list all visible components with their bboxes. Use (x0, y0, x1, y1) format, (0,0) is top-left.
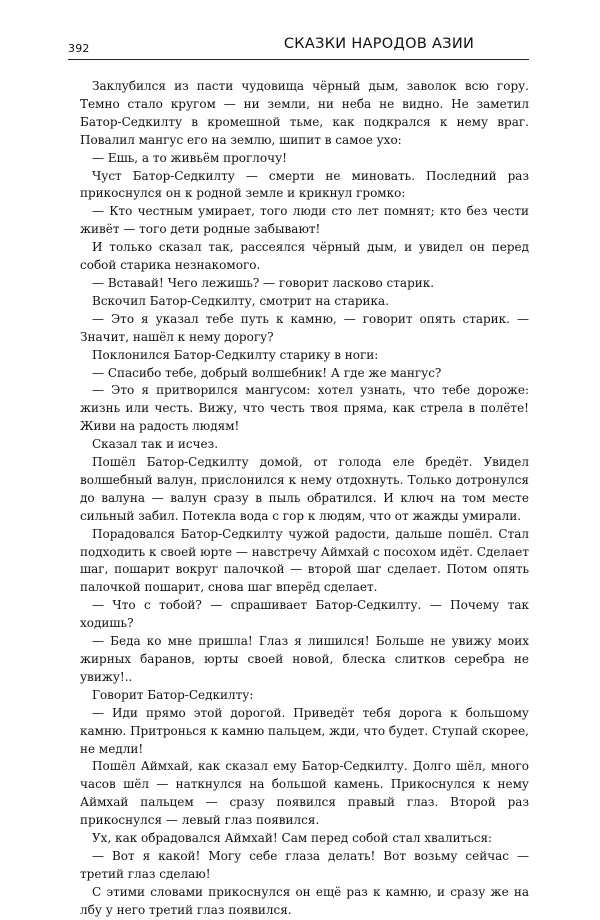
page-number: 392 (68, 42, 90, 55)
paragraph: Пошёл Батор-Седкилту домой, от голода еле бредёт. Увидел волшебный валун, прислонился к нему отдохнуть. Только дотронулся до валуна — валун сразу в пыль обратился. И ключ на том месте сильный забил. Потекла вода с гор к людям, что от жажды умирали. (80, 455, 529, 523)
paragraph: — Вот я какой! Могу себе глаза делать! Вот возьму сейчас — третий глаз сделаю! (80, 848, 529, 881)
paragraph: Заклубился из пасти чудовища чёрный дым, заволок всю гору. Темно стало кругом — ни земли, ни неба не видно. Не заметил Батор-Седкилту в кромешной тьме, как подкрался к нему враг. Повалил мангус его на землю, шипит в самое ухо: (80, 79, 529, 147)
paragraph: И только сказал так, рассеялся чёрный дым, и увидел он перед собой старика незнакомого. (80, 240, 529, 273)
paragraph: — Беда ко мне пришла! Глаз я лишился! Больше не увижу моих жирных баранов, юрты своей новой, блеска слитков серебра не увижу!.. (80, 634, 529, 684)
paragraph: Ух, как обрадовался Аймхай! Сам перед собой стал хвалиться: (92, 831, 493, 846)
running-title: СКАЗКИ НАРОДОВ АЗИИ (283, 36, 475, 52)
paragraph: Чуст Батор-Седкилту — смерти не миновать. Последний раз прикоснулся он к родной земле и крикнул громко: (80, 168, 529, 201)
paragraph: С этими словами прикоснулся он ещё раз к камню, и сразу же на лбу у него третий глаз появился. (80, 884, 529, 917)
paragraph: Пошёл Аймхай, как сказал ему Батор-Седкилту. Долго шёл, много часов шёл — наткнулся на большой камень. Прикоснулся к нему Аймхай пальцем — сразу появился правый глаз. Второй раз прикоснулся — левый глаз появился. (80, 759, 529, 828)
paragraph: Говорит Батор-Седкилту: (92, 687, 254, 702)
paragraph: Сказал так и исчез. (92, 437, 219, 452)
paragraph: — Это я притворился мангусом: хотел узнать, что тебе дороже: жизнь или честь. Вижу, что честь твоя пряма, как стрела в полёте! Живи на радость людям! (80, 383, 529, 434)
body-text (80, 78, 529, 920)
paragraph: Вскочил Батор-Седкилту, смотрит на старика. (92, 293, 390, 308)
paragraph: — Вставай! Чего лежишь? — говорит ласково старик. (92, 275, 435, 290)
page-header (68, 36, 529, 58)
paragraph: Порадовался Батор-Седкилту чужой радости, дальше пошёл. Стал подходить к своей юрте — навстречу Аймхай с посохом идёт. Сделает шаг, пошарит вокруг палочкой — второй шаг сделает. Потом опять палочкой пошарит, снова шаг вперёд сделает. (80, 526, 529, 595)
paragraph: — Кто честным умирает, того люди сто лет помнят; кто без чести живёт — того дети родные забывают! (80, 204, 529, 237)
paragraph: — Спасибо тебе, добрый волшебник! А где же мангус? (92, 365, 442, 380)
paragraph: — Это я указал тебе путь к камню, — говорит опять старик. — Значит, нашёл к нему дорогу? (80, 311, 529, 344)
header-divider (68, 59, 529, 60)
paragraph: — Что с тобой? — спрашивает Батор-Седкилту. — Почему так ходишь? (80, 598, 529, 631)
paragraph: — Иди прямо этой дорогой. Приведёт тебя дорога к большому камню. Притронься к камню пальцем, жди, что будет. Ступай скорее, не медли! (80, 705, 529, 756)
paragraph: Поклонился Батор-Седкилту старику в ноги: (92, 347, 379, 362)
paragraph: — Ешь, а то живьём проглочу! (92, 150, 287, 165)
